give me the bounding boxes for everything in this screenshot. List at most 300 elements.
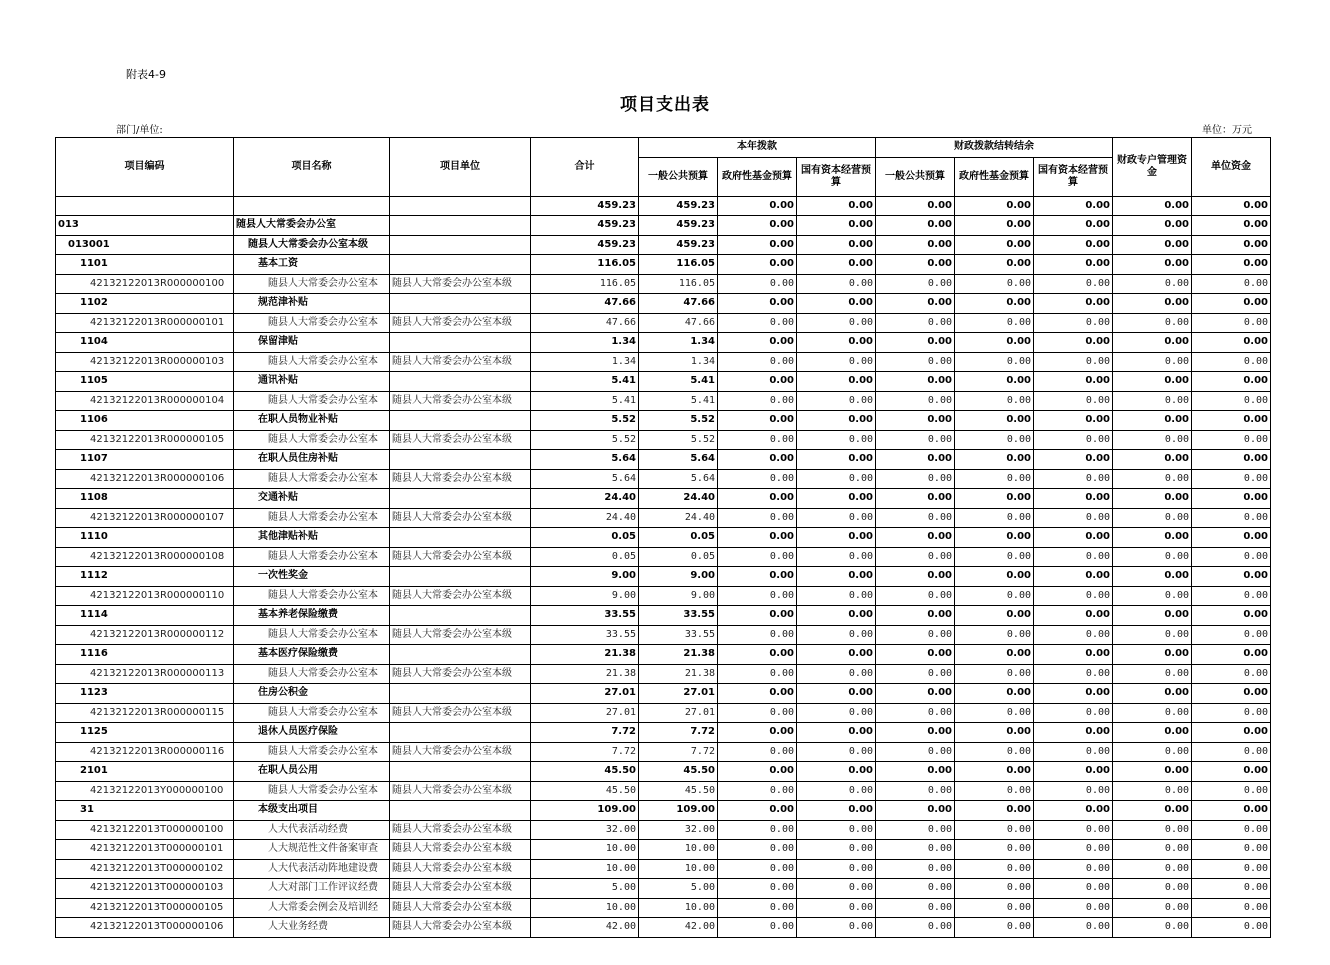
amount-cell: 1.34 — [639, 352, 718, 372]
amount-cell: 0.00 — [1113, 333, 1192, 353]
project-name-cell: 规范津补贴 — [234, 294, 390, 314]
amount-cell: 116.05 — [531, 255, 639, 275]
amount-cell: 0.00 — [876, 255, 955, 275]
amount-cell: 0.00 — [1034, 801, 1113, 821]
amount-cell: 0.00 — [1113, 918, 1192, 938]
amount-cell: 5.52 — [639, 430, 718, 450]
project-name-cell: 随县人大常委会办公室 — [234, 216, 390, 236]
amount-cell: 0.00 — [1192, 235, 1271, 255]
amount-cell: 1.34 — [531, 333, 639, 353]
table-row — [56, 684, 1271, 704]
amount-cell: 0.00 — [876, 762, 955, 782]
project-unit-cell — [390, 801, 531, 821]
project-unit-cell: 随县人大常委会办公室本级 — [390, 781, 531, 801]
amount-cell: 10.00 — [531, 840, 639, 860]
amount-cell: 0.00 — [718, 235, 797, 255]
amount-cell: 0.00 — [955, 352, 1034, 372]
project-code-cell: 42132122013R000000116 — [56, 742, 234, 762]
header-state-capital-budget-1: 国有资本经营预算 — [797, 157, 876, 196]
amount-cell: 0.00 — [718, 352, 797, 372]
amount-cell: 0.00 — [876, 528, 955, 548]
amount-cell: 0.00 — [876, 664, 955, 684]
table-row — [56, 645, 1271, 665]
amount-cell: 0.00 — [718, 645, 797, 665]
amount-cell: 0.00 — [1034, 684, 1113, 704]
amount-cell: 0.00 — [1192, 352, 1271, 372]
amount-cell: 0.00 — [955, 216, 1034, 236]
amount-cell: 0.00 — [718, 333, 797, 353]
amount-cell: 0.00 — [718, 196, 797, 216]
amount-cell: 0.00 — [797, 255, 876, 275]
amount-cell: 0.00 — [876, 352, 955, 372]
amount-cell: 0.00 — [1113, 567, 1192, 587]
amount-cell: 0.00 — [955, 645, 1034, 665]
table-row — [56, 762, 1271, 782]
project-unit-cell: 随县人大常委会办公室本级 — [390, 840, 531, 860]
amount-cell: 0.00 — [955, 469, 1034, 489]
amount-cell: 0.00 — [1034, 450, 1113, 470]
project-unit-cell: 随县人大常委会办公室本级 — [390, 313, 531, 333]
project-unit-cell: 随县人大常委会办公室本级 — [390, 547, 531, 567]
project-name-cell: 随县人大常委会办公室本 — [234, 430, 390, 450]
project-name-cell: 人大对部门工作评议经费 — [234, 879, 390, 899]
header-state-capital-budget-2: 国有资本经营预算 — [1034, 157, 1113, 196]
project-name-cell: 随县人大常委会办公室本 — [234, 742, 390, 762]
amount-cell: 0.00 — [718, 820, 797, 840]
amount-cell: 5.64 — [639, 450, 718, 470]
amount-cell: 10.00 — [531, 859, 639, 879]
project-unit-cell: 随县人大常委会办公室本级 — [390, 508, 531, 528]
amount-cell: 0.00 — [955, 411, 1034, 431]
project-name-cell: 随县人大常委会办公室本级 — [234, 235, 390, 255]
project-code-cell: 42132122013T000000101 — [56, 840, 234, 860]
project-code-cell: 42132122013R000000107 — [56, 508, 234, 528]
amount-cell: 0.00 — [1113, 450, 1192, 470]
project-name-cell: 退休人员医疗保险 — [234, 723, 390, 743]
amount-cell: 0.00 — [1113, 372, 1192, 392]
project-code-cell: 42132122013T000000103 — [56, 879, 234, 899]
amount-cell: 0.00 — [1034, 762, 1113, 782]
amount-cell: 0.00 — [1113, 645, 1192, 665]
amount-cell: 0.00 — [797, 820, 876, 840]
amount-cell: 0.00 — [955, 567, 1034, 587]
project-unit-cell: 随县人大常委会办公室本级 — [390, 820, 531, 840]
amount-cell: 10.00 — [639, 859, 718, 879]
amount-cell: 0.00 — [1034, 918, 1113, 938]
project-unit-cell — [390, 372, 531, 392]
amount-cell: 0.00 — [1113, 606, 1192, 626]
amount-cell: 0.00 — [1113, 508, 1192, 528]
table-row — [56, 391, 1271, 411]
project-name-cell: 人大代表活动阵地建设费 — [234, 859, 390, 879]
amount-cell: 0.00 — [797, 430, 876, 450]
amount-cell: 116.05 — [639, 255, 718, 275]
amount-cell: 0.00 — [876, 645, 955, 665]
project-code-cell: 1106 — [56, 411, 234, 431]
amount-cell: 0.00 — [1113, 391, 1192, 411]
amount-cell: 0.00 — [955, 255, 1034, 275]
amount-cell: 0.00 — [1113, 703, 1192, 723]
amount-cell: 116.05 — [639, 274, 718, 294]
project-name-cell: 人大代表活动经费 — [234, 820, 390, 840]
amount-cell: 0.00 — [1034, 898, 1113, 918]
amount-cell: 0.00 — [876, 684, 955, 704]
amount-cell: 0.00 — [955, 781, 1034, 801]
amount-cell: 0.00 — [1192, 723, 1271, 743]
project-unit-cell — [390, 567, 531, 587]
project-code-cell: 1112 — [56, 567, 234, 587]
project-name-cell: 人大规范性文件备案审查 — [234, 840, 390, 860]
amount-cell: 24.40 — [531, 508, 639, 528]
amount-cell: 0.00 — [797, 898, 876, 918]
table-row — [56, 430, 1271, 450]
table-row — [56, 664, 1271, 684]
header-gov-fund-budget-2: 政府性基金预算 — [955, 157, 1034, 196]
project-unit-cell — [390, 762, 531, 782]
amount-cell: 5.00 — [531, 879, 639, 899]
table-row — [56, 313, 1271, 333]
project-code-cell: 42132122013R000000112 — [56, 625, 234, 645]
project-name-cell: 随县人大常委会办公室本 — [234, 547, 390, 567]
project-name-cell: 一次性奖金 — [234, 567, 390, 587]
header-general-budget-1: 一般公共预算 — [639, 157, 718, 196]
project-unit-cell: 随县人大常委会办公室本级 — [390, 703, 531, 723]
amount-cell: 0.00 — [1192, 274, 1271, 294]
amount-cell: 0.00 — [1113, 411, 1192, 431]
project-name-cell: 随县人大常委会办公室本 — [234, 469, 390, 489]
amount-cell: 0.00 — [955, 235, 1034, 255]
project-code-cell: 1101 — [56, 255, 234, 275]
project-name-cell: 随县人大常委会办公室本 — [234, 352, 390, 372]
amount-cell: 0.00 — [876, 567, 955, 587]
table-row — [56, 469, 1271, 489]
appendix-note: 附表4-9 — [126, 68, 166, 81]
amount-cell: 0.00 — [876, 781, 955, 801]
amount-cell: 0.00 — [1192, 547, 1271, 567]
amount-cell: 1.34 — [639, 333, 718, 353]
amount-cell: 0.00 — [1192, 859, 1271, 879]
amount-cell: 0.00 — [1192, 508, 1271, 528]
amount-cell: 0.00 — [876, 489, 955, 509]
amount-cell: 0.00 — [1034, 625, 1113, 645]
project-code-cell: 2101 — [56, 762, 234, 782]
amount-cell: 0.00 — [1192, 898, 1271, 918]
amount-cell: 0.00 — [1113, 820, 1192, 840]
amount-cell: 0.00 — [1034, 781, 1113, 801]
amount-cell: 0.00 — [1192, 196, 1271, 216]
amount-cell: 5.41 — [531, 391, 639, 411]
amount-cell: 0.00 — [876, 879, 955, 899]
table-row — [56, 450, 1271, 470]
amount-cell: 0.00 — [797, 235, 876, 255]
amount-cell: 0.00 — [718, 684, 797, 704]
amount-cell: 0.00 — [955, 430, 1034, 450]
amount-cell: 0.00 — [718, 723, 797, 743]
table-row — [56, 255, 1271, 275]
amount-cell: 0.00 — [1113, 469, 1192, 489]
amount-cell: 0.00 — [797, 567, 876, 587]
amount-cell: 10.00 — [531, 898, 639, 918]
project-name-cell: 本级支出项目 — [234, 801, 390, 821]
amount-cell: 0.00 — [718, 313, 797, 333]
project-unit-cell — [390, 606, 531, 626]
amount-cell: 0.00 — [797, 762, 876, 782]
amount-cell: 32.00 — [531, 820, 639, 840]
project-unit-cell — [390, 333, 531, 353]
amount-cell: 0.00 — [1192, 606, 1271, 626]
project-name-cell: 人大常委会例会及培训经 — [234, 898, 390, 918]
project-code-cell: 42132122013R000000105 — [56, 430, 234, 450]
amount-cell: 21.38 — [639, 645, 718, 665]
project-unit-cell — [390, 450, 531, 470]
project-code-cell: 013001 — [56, 235, 234, 255]
project-code-cell: 42132122013R000000115 — [56, 703, 234, 723]
amount-cell: 0.00 — [876, 294, 955, 314]
project-code-cell: 1125 — [56, 723, 234, 743]
project-unit-cell — [390, 645, 531, 665]
amount-cell: 0.00 — [797, 645, 876, 665]
project-code-cell: 1110 — [56, 528, 234, 548]
currency-unit-label: 单位：万元 — [1202, 125, 1252, 136]
amount-cell: 0.00 — [876, 313, 955, 333]
table-row — [56, 235, 1271, 255]
project-unit-cell — [390, 411, 531, 431]
project-code-cell: 42132122013R000000110 — [56, 586, 234, 606]
table-row — [56, 528, 1271, 548]
amount-cell: 0.00 — [1192, 333, 1271, 353]
amount-cell: 0.00 — [1034, 391, 1113, 411]
amount-cell: 0.00 — [1113, 781, 1192, 801]
amount-cell: 0.00 — [876, 216, 955, 236]
project-code-cell: 1104 — [56, 333, 234, 353]
amount-cell: 0.00 — [1192, 918, 1271, 938]
project-unit-cell: 随县人大常委会办公室本级 — [390, 625, 531, 645]
amount-cell: 0.00 — [1192, 528, 1271, 548]
amount-cell: 0.00 — [718, 255, 797, 275]
amount-cell: 33.55 — [531, 625, 639, 645]
table-body — [56, 196, 1271, 937]
amount-cell: 21.38 — [531, 645, 639, 665]
amount-cell: 45.50 — [639, 781, 718, 801]
amount-cell: 0.00 — [718, 859, 797, 879]
amount-cell: 0.00 — [876, 450, 955, 470]
project-unit-cell — [390, 684, 531, 704]
amount-cell: 5.52 — [531, 430, 639, 450]
amount-cell: 0.00 — [1192, 216, 1271, 236]
amount-cell: 27.01 — [531, 684, 639, 704]
project-unit-cell: 随县人大常委会办公室本级 — [390, 586, 531, 606]
project-code-cell: 42132122013Y000000100 — [56, 781, 234, 801]
amount-cell: 0.05 — [531, 547, 639, 567]
amount-cell: 0.00 — [797, 781, 876, 801]
amount-cell: 0.00 — [797, 742, 876, 762]
amount-cell: 0.00 — [797, 294, 876, 314]
project-code-cell: 42132122013T000000106 — [56, 918, 234, 938]
amount-cell: 21.38 — [639, 664, 718, 684]
amount-cell: 0.00 — [797, 528, 876, 548]
amount-cell: 0.05 — [531, 528, 639, 548]
amount-cell: 0.00 — [1192, 684, 1271, 704]
amount-cell: 0.00 — [718, 840, 797, 860]
amount-cell: 7.72 — [531, 742, 639, 762]
amount-cell: 0.00 — [718, 391, 797, 411]
amount-cell: 0.00 — [718, 216, 797, 236]
amount-cell: 0.00 — [1113, 294, 1192, 314]
amount-cell: 0.00 — [1192, 742, 1271, 762]
amount-cell: 0.00 — [718, 898, 797, 918]
project-unit-cell: 随县人大常委会办公室本级 — [390, 274, 531, 294]
project-code-cell: 1108 — [56, 489, 234, 509]
amount-cell: 0.00 — [876, 586, 955, 606]
amount-cell: 0.00 — [1113, 840, 1192, 860]
table-row — [56, 898, 1271, 918]
header-unit-funds: 单位资金 — [1192, 138, 1271, 197]
amount-cell: 109.00 — [531, 801, 639, 821]
amount-cell: 45.50 — [639, 762, 718, 782]
amount-cell: 0.00 — [718, 274, 797, 294]
amount-cell: 1.34 — [531, 352, 639, 372]
table-row — [56, 274, 1271, 294]
project-code-cell: 42132122013R000000108 — [56, 547, 234, 567]
project-unit-cell: 随县人大常委会办公室本级 — [390, 664, 531, 684]
amount-cell: 0.00 — [1113, 664, 1192, 684]
amount-cell: 0.00 — [876, 469, 955, 489]
amount-cell: 0.00 — [1113, 489, 1192, 509]
amount-cell: 0.00 — [1113, 528, 1192, 548]
amount-cell: 0.00 — [955, 606, 1034, 626]
project-name-cell — [234, 196, 390, 216]
amount-cell: 21.38 — [531, 664, 639, 684]
project-unit-cell: 随县人大常委会办公室本级 — [390, 742, 531, 762]
amount-cell: 0.00 — [797, 196, 876, 216]
amount-cell: 0.00 — [718, 703, 797, 723]
amount-cell: 0.00 — [1034, 879, 1113, 899]
amount-cell: 5.64 — [531, 450, 639, 470]
project-unit-cell: 随县人大常委会办公室本级 — [390, 879, 531, 899]
amount-cell: 0.00 — [955, 898, 1034, 918]
amount-cell: 0.00 — [955, 625, 1034, 645]
amount-cell: 0.00 — [1192, 801, 1271, 821]
amount-cell: 0.00 — [797, 586, 876, 606]
amount-cell: 24.40 — [531, 489, 639, 509]
department-label: 部门/单位: — [116, 125, 163, 136]
amount-cell: 0.00 — [718, 294, 797, 314]
table-row — [56, 840, 1271, 860]
amount-cell: 0.00 — [797, 606, 876, 626]
amount-cell: 0.00 — [718, 567, 797, 587]
project-unit-cell: 随县人大常委会办公室本级 — [390, 430, 531, 450]
table-row — [56, 918, 1271, 938]
amount-cell: 47.66 — [531, 294, 639, 314]
table-row — [56, 216, 1271, 236]
project-name-cell: 随县人大常委会办公室本 — [234, 313, 390, 333]
amount-cell: 0.00 — [797, 372, 876, 392]
project-unit-cell — [390, 489, 531, 509]
amount-cell: 0.00 — [1113, 352, 1192, 372]
amount-cell: 0.00 — [1113, 859, 1192, 879]
amount-cell: 0.00 — [718, 742, 797, 762]
amount-cell: 0.00 — [797, 840, 876, 860]
table-row — [56, 742, 1271, 762]
amount-cell: 47.66 — [531, 313, 639, 333]
project-name-cell: 在职人员住房补贴 — [234, 450, 390, 470]
project-code-cell — [56, 196, 234, 216]
amount-cell: 0.00 — [1192, 567, 1271, 587]
amount-cell: 33.55 — [639, 606, 718, 626]
project-name-cell: 住房公积金 — [234, 684, 390, 704]
amount-cell: 0.00 — [876, 801, 955, 821]
project-code-cell: 42132122013R000000106 — [56, 469, 234, 489]
amount-cell: 0.00 — [955, 801, 1034, 821]
amount-cell: 0.00 — [1113, 313, 1192, 333]
amount-cell: 459.23 — [531, 235, 639, 255]
project-unit-cell — [390, 216, 531, 236]
amount-cell: 0.00 — [1034, 235, 1113, 255]
amount-cell: 0.00 — [1192, 586, 1271, 606]
amount-cell: 0.00 — [955, 820, 1034, 840]
amount-cell: 0.00 — [955, 547, 1034, 567]
amount-cell: 5.41 — [639, 391, 718, 411]
amount-cell: 9.00 — [531, 567, 639, 587]
amount-cell: 0.00 — [876, 898, 955, 918]
project-code-cell: 1105 — [56, 372, 234, 392]
table-row — [56, 508, 1271, 528]
amount-cell: 0.00 — [1034, 294, 1113, 314]
amount-cell: 0.00 — [1034, 489, 1113, 509]
amount-cell: 0.00 — [1034, 430, 1113, 450]
amount-cell: 0.00 — [1113, 801, 1192, 821]
table-row — [56, 781, 1271, 801]
amount-cell: 0.00 — [876, 723, 955, 743]
project-unit-cell: 随县人大常委会办公室本级 — [390, 918, 531, 938]
project-unit-cell: 随县人大常委会办公室本级 — [390, 469, 531, 489]
amount-cell: 0.00 — [1192, 879, 1271, 899]
amount-cell: 0.00 — [797, 508, 876, 528]
amount-cell: 0.00 — [797, 723, 876, 743]
table-row — [56, 801, 1271, 821]
amount-cell: 0.00 — [1192, 820, 1271, 840]
amount-cell: 0.00 — [797, 859, 876, 879]
amount-cell: 27.01 — [639, 684, 718, 704]
amount-cell: 0.00 — [797, 352, 876, 372]
amount-cell: 0.00 — [876, 430, 955, 450]
table-row — [56, 372, 1271, 392]
amount-cell: 0.00 — [1113, 255, 1192, 275]
amount-cell: 0.00 — [718, 489, 797, 509]
project-name-cell: 人大业务经费 — [234, 918, 390, 938]
amount-cell: 45.50 — [531, 781, 639, 801]
amount-cell: 0.00 — [1192, 489, 1271, 509]
amount-cell: 0.00 — [1034, 820, 1113, 840]
project-name-cell: 随县人大常委会办公室本 — [234, 274, 390, 294]
amount-cell: 7.72 — [531, 723, 639, 743]
project-name-cell: 随县人大常委会办公室本 — [234, 625, 390, 645]
amount-cell: 0.05 — [639, 547, 718, 567]
project-name-cell: 在职人员公用 — [234, 762, 390, 782]
amount-cell: 459.23 — [639, 235, 718, 255]
amount-cell: 0.00 — [797, 274, 876, 294]
project-name-cell: 通讯补贴 — [234, 372, 390, 392]
project-name-cell: 基本医疗保险缴费 — [234, 645, 390, 665]
amount-cell: 0.00 — [1034, 274, 1113, 294]
amount-cell: 0.00 — [1192, 664, 1271, 684]
amount-cell: 0.00 — [876, 918, 955, 938]
amount-cell: 0.00 — [797, 333, 876, 353]
amount-cell: 0.00 — [797, 801, 876, 821]
amount-cell: 0.00 — [955, 450, 1034, 470]
project-unit-cell — [390, 723, 531, 743]
amount-cell: 0.00 — [1034, 469, 1113, 489]
